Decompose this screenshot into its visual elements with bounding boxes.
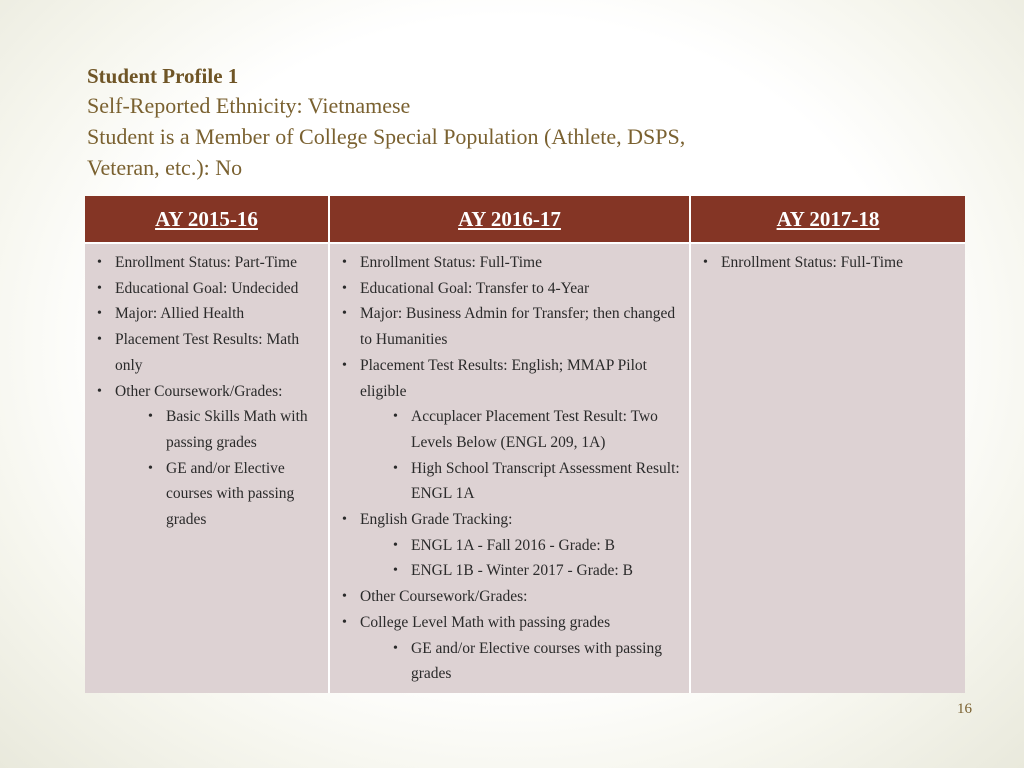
profile-table — [85, 196, 965, 693]
page-number: 16 — [957, 701, 972, 717]
list-item: • Placement Test Results: Math only — [93, 327, 322, 378]
sub-list-item: • ENGL 1B - Winter 2017 - Grade: B — [338, 558, 683, 584]
table-header-row — [85, 196, 965, 243]
sub-list-item: • High School Transcript Assessment Result: ENGL 1A — [338, 456, 683, 507]
slide-title: Student Profile 1 — [87, 64, 239, 88]
column-header-ay-2016-17: AY 2016-17 — [329, 196, 690, 243]
slide-header — [87, 62, 967, 183]
list-item: • English Grade Tracking: — [338, 507, 683, 533]
list-item: • Enrollment Status: Full-Time — [338, 250, 683, 276]
list-item: • Enrollment Status: Full-Time — [699, 250, 959, 276]
list-item: • Educational Goal: Transfer to 4-Year — [338, 276, 683, 302]
list-item: • Major: Allied Health — [93, 301, 322, 327]
sub-list-item: • Accuplacer Placement Test Result: Two Levels Below (ENGL 209, 1A) — [338, 404, 683, 455]
special-population-line: Student is a Member of College Special Population (Athlete, DSPS, — [87, 124, 686, 149]
sub-list-item: • ENGL 1A - Fall 2016 - Grade: B — [338, 533, 683, 559]
list-item: • Placement Test Results: English; MMAP Pilot eligible — [338, 353, 683, 404]
sub-list-item: • Basic Skills Math with passing grades — [93, 404, 322, 455]
list-item: • Educational Goal: Undecided — [93, 276, 322, 302]
table-row — [85, 243, 965, 693]
cell-ay-2015-16 — [85, 243, 329, 693]
sub-list-item: • GE and/or Elective courses with passing grades — [338, 636, 683, 687]
special-population-line-2: Veteran, etc.): No — [87, 155, 243, 180]
list-item: • Other Coursework/Grades: — [338, 584, 683, 610]
list-item: • Enrollment Status: Part-Time — [93, 250, 322, 276]
list-item: • College Level Math with passing grades — [338, 610, 683, 636]
list-item: • Other Coursework/Grades: — [93, 379, 322, 405]
sub-list-item: • GE and/or Elective courses with passing grades — [93, 456, 322, 533]
cell-ay-2016-17 — [329, 243, 690, 693]
column-header-ay-2017-18: AY 2017-18 — [690, 196, 965, 243]
list-item: • Major: Business Admin for Transfer; then changed to Humanities — [338, 301, 683, 352]
ethnicity-line: Self-Reported Ethnicity: Vietnamese — [87, 93, 411, 118]
cell-ay-2017-18 — [690, 243, 965, 693]
column-header-ay-2015-16: AY 2015-16 — [85, 196, 329, 243]
